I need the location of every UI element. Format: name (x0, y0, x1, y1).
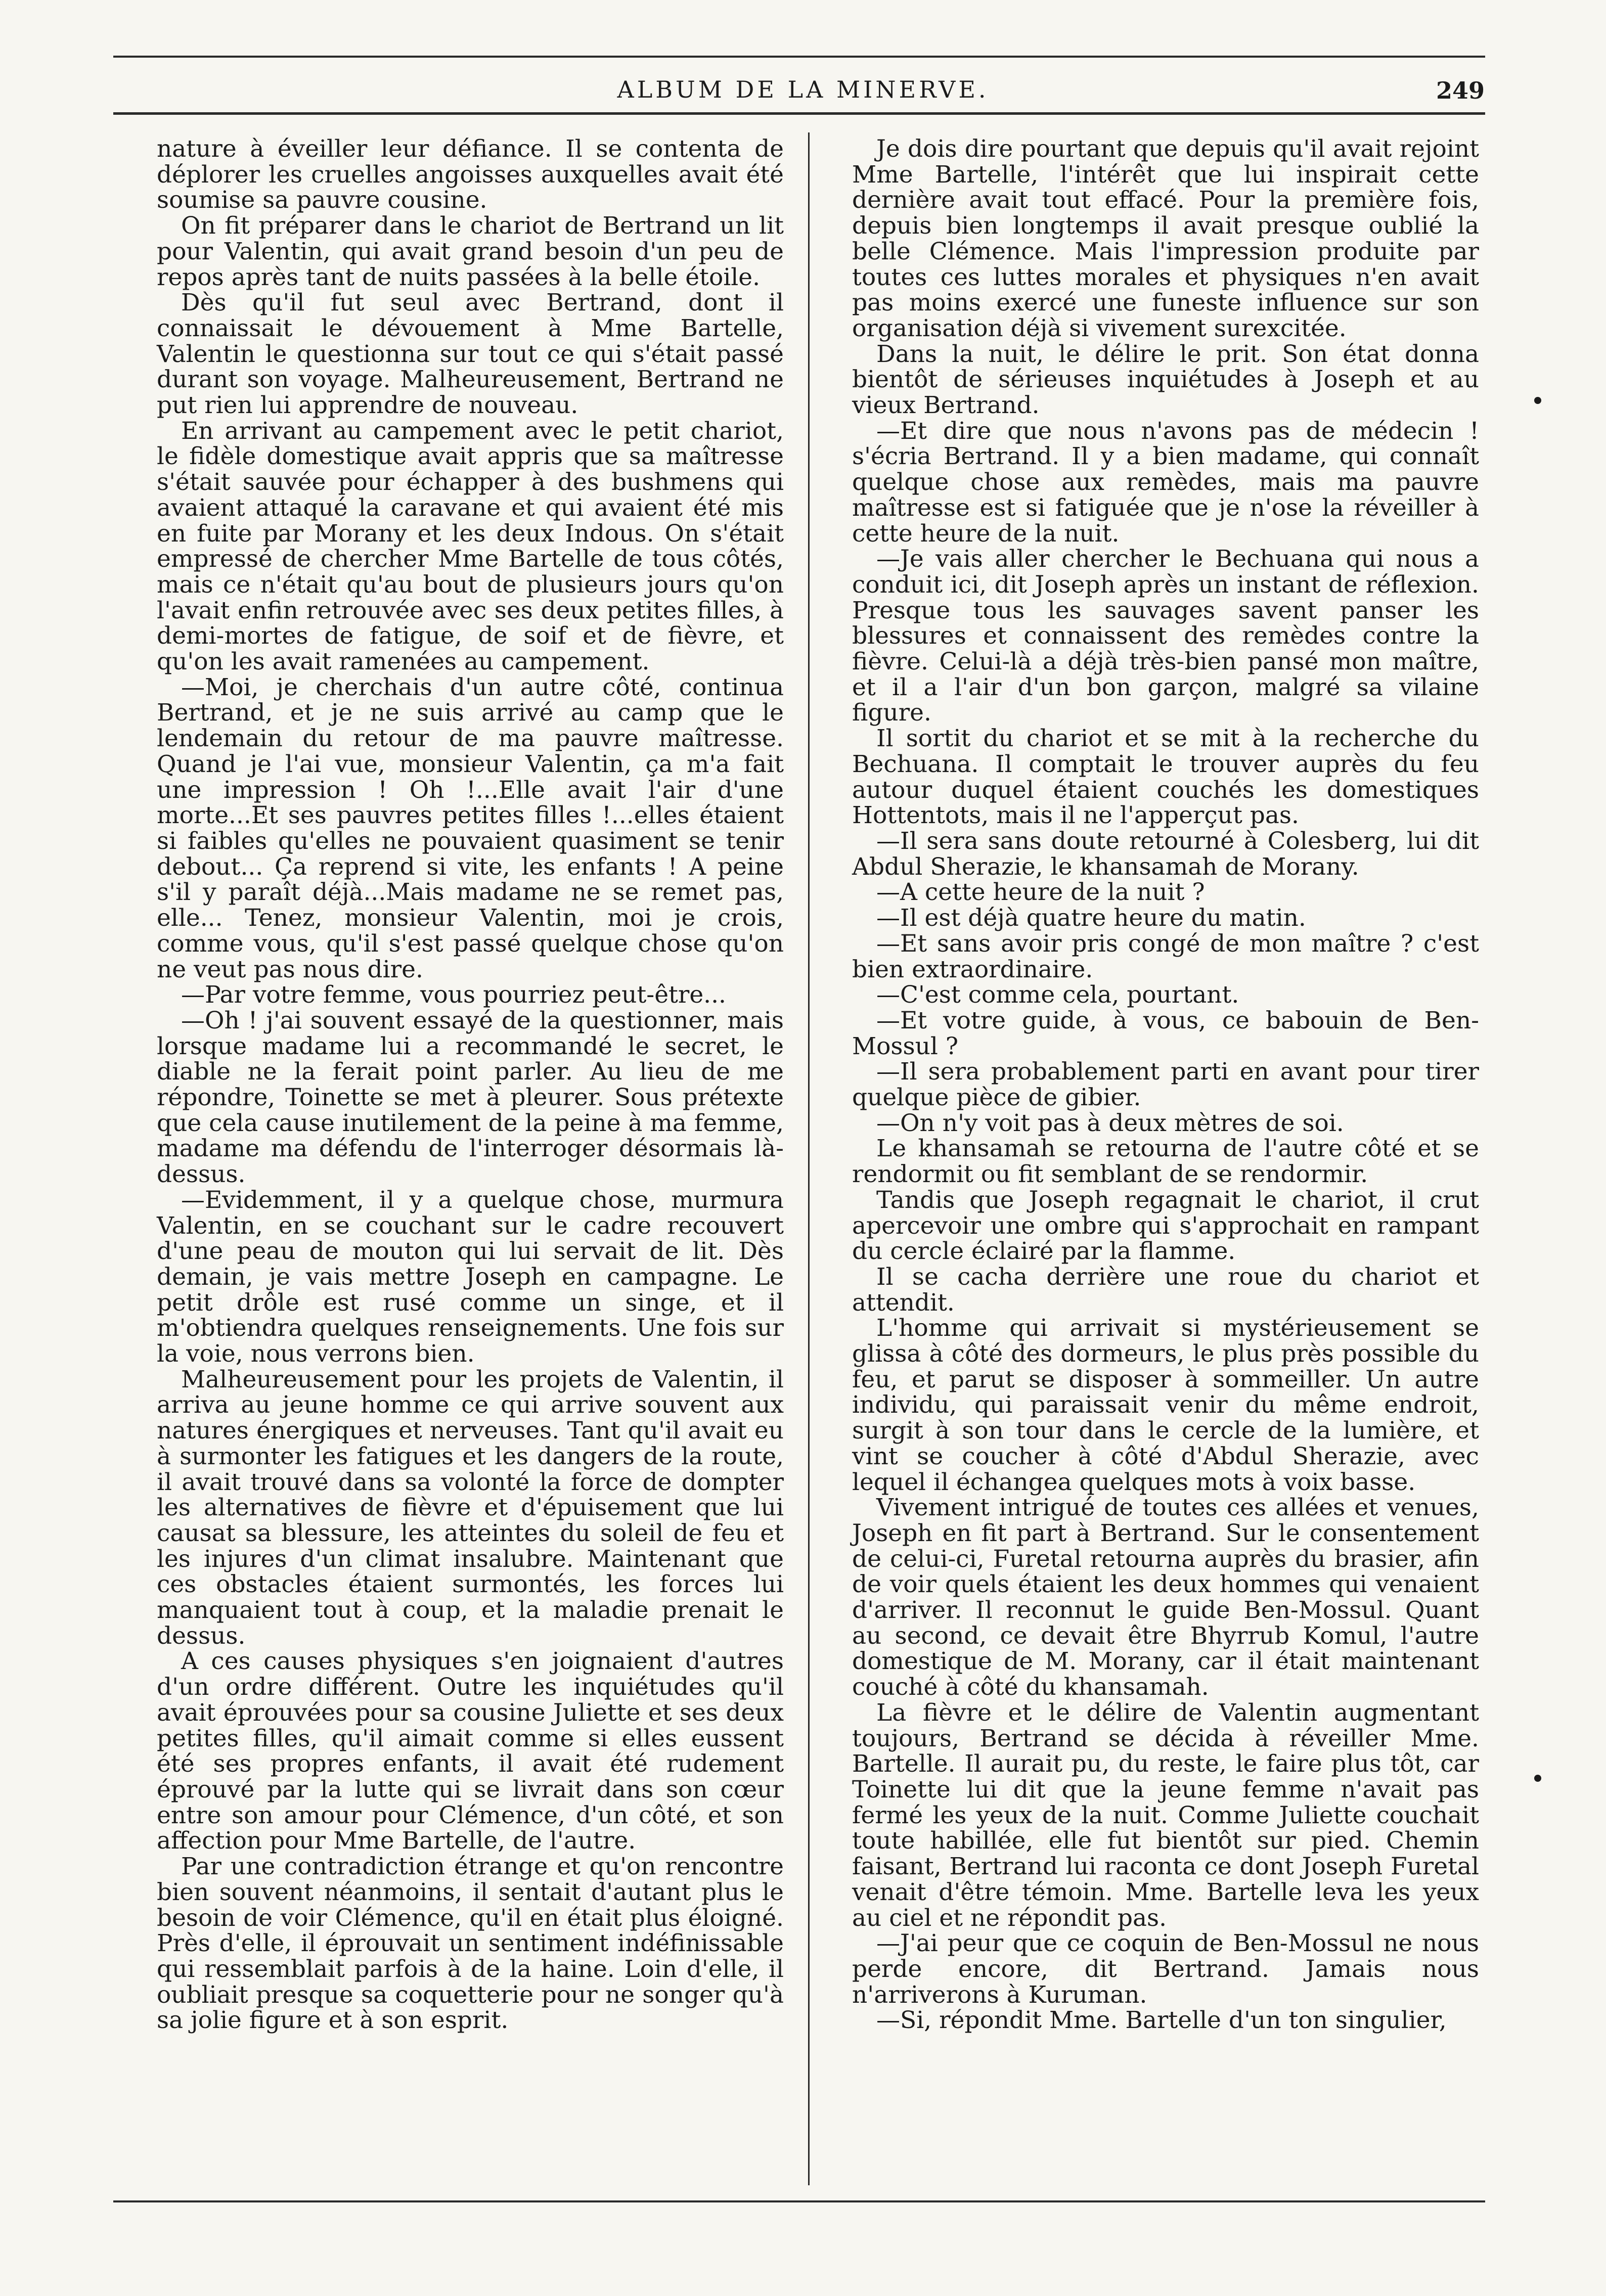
page-number: 249 (1436, 77, 1485, 104)
paragraph: —Evidemment, il y a quelque chose, murmura Valentin, en se couchant sur le cadre recouvert d'une peau de mouton qui lui servait de lit. Dès demain, je vais mettre Joseph en campagne. Le petit drôle est rusé comme un singe, et il m'obtiendra quelques renseignements. Une fois sur la voie, nous verrons bien. (157, 1186, 784, 1368)
header-top-rule (113, 56, 1485, 58)
paragraph: L'homme qui arrivait si mystérieusement se glissa à côté des dormeurs, le plus près possible du feu, et parut se disposer à sommeiller. Un autre individu, qui paraissait venir du même endroit, surgit à son tour dans le cercle de la lumière, et vint se coucher à côté d'Abdul Sherazie, avec lequel il échangea quelques mots à voix basse. (852, 1314, 1479, 1496)
paragraph: nature à éveiller leur défiance. Il se contenta de déplorer les cruelles angoisses auxquelles avait été soumise sa pauvre cousine. (157, 135, 784, 214)
right-column (852, 137, 1479, 2034)
paragraph: En arrivant au campement avec le petit chariot, le fidèle domestique avait appris que sa maîtresse s'était sauvée pour échapper à des bushmens qui avaient attaqué la caravane et qui avaient été mis en fuite par Morany et les deux Indous. On s'était empressé de chercher Mme Bartelle de tous côtés, mais ce n'était qu'au bout de plusieurs jours qu'on l'avait enfin retrouvée avec ses deux petites filles, à demi-mortes de fatigue, de soif et de fièvre, et qu'on les avait ramenées au campement. (157, 417, 784, 676)
column-divider (808, 132, 810, 2185)
paragraph: —A cette heure de la nuit ? (876, 878, 1205, 907)
running-header-title: ALBUM DE LA MINERVE. (617, 76, 989, 103)
paragraph: —Moi, je cherchais d'un autre côté, continua Bertrand, et je ne suis arrivé au camp que le lendemain du retour de ma pauvre maîtresse. Quand je l'ai vue, monsieur Valentin, ça m'a fait une impression ! Oh !...Elle avait l'air d'une morte...Et ses pauvres petites filles !...elles étaient si faibles qu'elles ne pouvaient quasiment se tenir debout... Ça reprend si vite, les enfants ! A peine s'il y paraît déjà...Mais madame ne se remet pas, elle... Tenez, monsieur Valentin, moi je crois, comme vous, qu'il s'est passé quelque chose qu'on ne veut pas nous dire. (157, 673, 784, 983)
paragraph: —Par votre femme, vous pourriez peut-être... (181, 981, 726, 1009)
paragraph: Dans la nuit, le délire le prit. Son état donna bientôt de sérieuses inquiétudes à Joseph et au vieux Bertrand. (852, 340, 1479, 420)
paragraph: —Si, répondit Mme. Bartelle d'un ton singulier, (876, 2006, 1447, 2035)
paragraph: —Et votre guide, à vous, ce babouin de Ben-Mossul ? (852, 1006, 1479, 1060)
paragraph: —Et sans avoir pris congé de mon maître ? c'est bien extraordinaire. (852, 929, 1479, 983)
paragraph: Je dois dire pourtant que depuis qu'il avait rejoint Mme Bartelle, l'intérêt que lui inspirait cette dernière avait tout effacé. Pour la première fois, depuis bien longtemps il avait presque oublié la belle Clémence. Mais l'impression produite par toutes ces luttes morales et physiques n'en avait pas moins exercé une funeste influence sur son organisation déjà si vivement surexcitée. (852, 135, 1479, 342)
header-bottom-rule (113, 112, 1485, 115)
paragraph: Le khansamah se retourna de l'autre côté et se rendormit ou fit semblant de se rendormir. (852, 1135, 1479, 1189)
paragraph: La fièvre et le délire de Valentin augmentant toujours, Bertrand se décida à réveiller Mme. Bartelle. Il aurait pu, du reste, le faire plus tôt, car Toinette lui dit que la jeune femme n'avait pas fermé les yeux de la nuit. Comme Juliette couchait toute habillée, elle fut bientôt sur pied. Chemin faisant, Bertrand lui raconta ce dont Joseph Furetal venait d'être témoin. Mme. Bartelle leva les yeux au ciel et ne répondit pas. (852, 1698, 1479, 1932)
paragraph: Tandis que Joseph regagnait le chariot, il crut apercevoir une ombre qui s'approchait en rampant du cercle éclairé par la flamme. (852, 1186, 1479, 1266)
paragraph: —Il sera sans doute retourné à Colesberg, lui dit Abdul Sherazie, le khansamah de Morany. (852, 827, 1479, 881)
paragraph: —Je vais aller chercher le Bechuana qui nous a conduit ici, dit Joseph après un instant de réflexion. Presque tous les sauvages savent panser les blessures et connaissent des remèdes contre la fièvre. Celui-là a déjà très-bien pansé mon maître, et il a l'air d'un bon garçon, malgré sa vilaine figure. (852, 545, 1479, 727)
paragraph: Par une contradiction étrange et qu'on rencontre bien souvent néanmoins, il sentait d'autant plus le besoin de voir Clémence, qu'il en était plus éloigné. Près d'elle, il éprouvait un sentiment indéfinissable qui ressemblait parfois à de la haine. Loin d'elle, il oubliait presque sa coquetterie pour ne songer qu'à sa jolie figure et à son esprit. (157, 1853, 784, 2035)
paragraph: —J'ai peur que ce coquin de Ben-Mossul ne nous perde encore, dit Bertrand. Jamais nous n'arriverons à Kuruman. (852, 1929, 1479, 2009)
paragraph: Vivement intrigué de toutes ces allées et venues, Joseph en fit part à Bertrand. Sur le consentement de celui-ci, Furetal retourna auprès du brasier, afin de voir quels étaient les deux hommes qui venaient d'arriver. Il reconnut le guide Ben-Mossul. Quant au second, ce devait être Bhyrrub Komul, l'autre domestique de M. Morany, car il était maintenant couché à côté du khansamah. (852, 1494, 1479, 1701)
paragraph: —Il est déjà quatre heure du matin. (876, 904, 1306, 932)
paragraph: —Il sera probablement parti en avant pour tirer quelque pièce de gibier. (852, 1058, 1479, 1112)
left-column (157, 137, 784, 2034)
margin-dot-mark (1534, 397, 1541, 404)
paragraph: —Oh ! j'ai souvent essayé de la questionner, mais lorsque madame lui a recommandé le secret, le diable ne la ferait point parler. Au lieu de me répondre, Toinette se met à pleurer. Sous prétexte que cela cause inutilement de la peine à ma femme, madame ma défendu de l'interroger désormais là-dessus. (157, 1006, 784, 1189)
paragraph: A ces causes physiques s'en joignaient d'autres d'un ordre différent. Outre les inquiétudes qu'il avait éprouvées pour sa cousine Juliette et ses deux petites filles, qu'il aimait comme si elles eussent été ses propres enfants, il avait été rudement éprouvé par la lutte qui se livrait dans son cœur entre son amour pour Clémence, d'un côté, et son affection pour Mme Bartelle, de l'autre. (157, 1647, 784, 1855)
paragraph: Malheureusement pour les projets de Valentin, il arriva au jeune homme ce qui arrive souvent aux natures énergiques et nerveuses. Tant qu'il avait eu à surmonter les fatigues et les dangers de la route, il avait trouvé dans sa volonté la force de dompter les alternatives de fièvre et d'épuisement que lui causat sa blessure, les atteintes du soleil de feu et les injures d'un climat insalubre. Maintenant que ces obstacles étaient surmontés, les forces lui manquaient tout à coup, et la maladie prenait le dessus. (157, 1365, 784, 1650)
margin-dot-mark (1534, 1775, 1541, 1782)
paragraph: —Et dire que nous n'avons pas de médecin ! s'écria Bertrand. Il y a bien madame, qui connaît quelque chose aux remèdes, mais ma pauvre maîtresse est si fatiguée que je n'ose la réveiller à cette heure de la nuit. (852, 417, 1479, 548)
paragraph: Il sortit du chariot et se mit à la recherche du Bechuana. Il comptait le trouver auprès du feu autour duquel étaient couchés les domestiques Hottentots, mais il ne l'apperçut pas. (852, 725, 1479, 830)
paragraph: —On n'y voit pas à deux mètres de soi. (876, 1109, 1344, 1137)
footer-rule (113, 2200, 1485, 2202)
paragraph: —C'est comme cela, pourtant. (876, 981, 1239, 1009)
paragraph: On fit préparer dans le chariot de Bertrand un lit pour Valentin, qui avait grand besoin d'un peu de repos après tant de nuits passées à la belle étoile. (157, 212, 784, 291)
paragraph: Dès qu'il fut seul avec Bertrand, dont il connaissait le dévouement à Mme Bartelle, Valentin le questionna sur tout ce qui s'était passé durant son voyage. Malheureusement, Bertrand ne put rien lui apprendre de nouveau. (157, 289, 784, 420)
paragraph: Il se cacha derrière une roue du chariot et attendit. (852, 1263, 1479, 1317)
